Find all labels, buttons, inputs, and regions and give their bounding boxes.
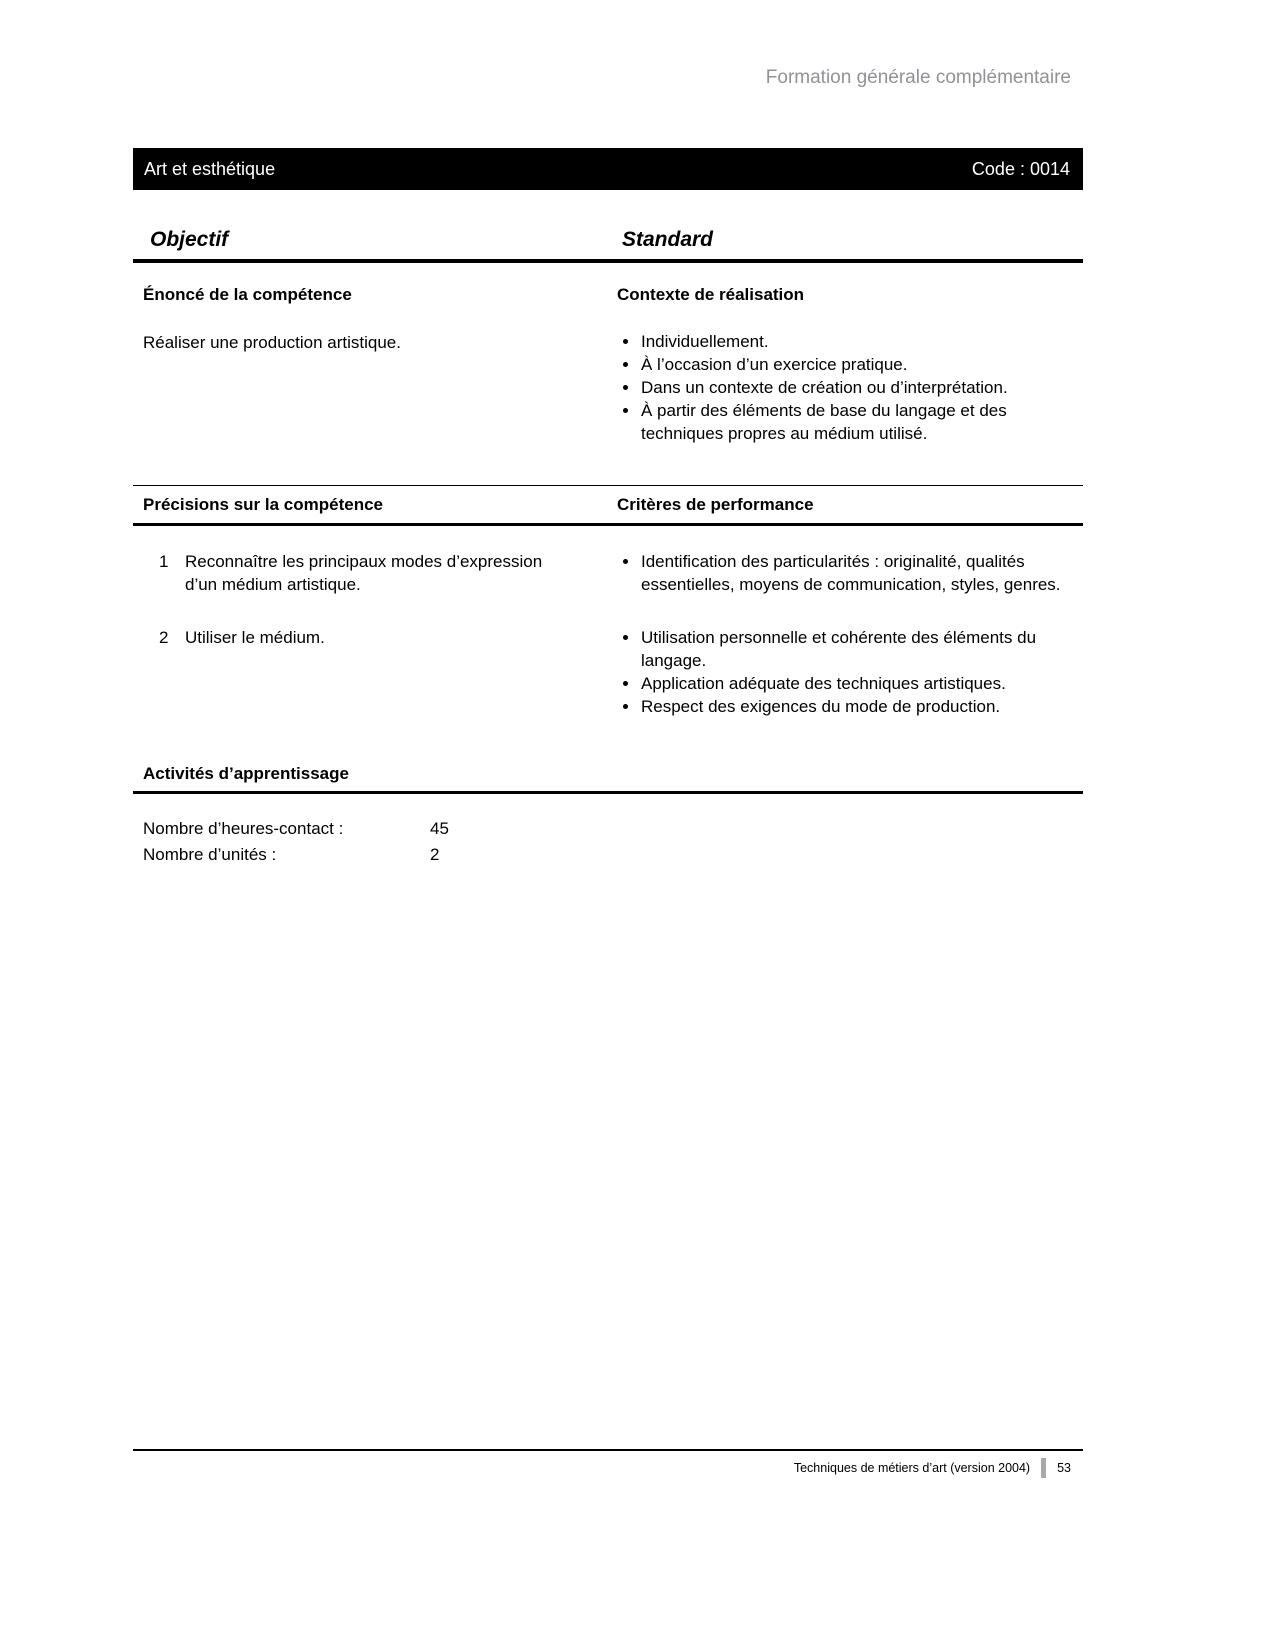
enonce-column [133, 283, 617, 354]
heures-contact-label: Nombre d’heures-contact : [143, 819, 344, 838]
list-item: • Dans un contexte de création ou d’interprétation. [640, 376, 1083, 399]
criteres-bullet-group-2 [617, 626, 1083, 718]
column-header-objectif: Objectif [150, 228, 229, 251]
item-number: 1 [159, 552, 169, 571]
contexte-bullet-list [617, 330, 1083, 445]
footer-page-number: 53 [1057, 1461, 1071, 1475]
page-content [133, 190, 1083, 868]
heading-criteres-performance: Critères de performance [617, 495, 814, 514]
footer-divider-bar [1041, 1458, 1046, 1478]
item-row-1 [133, 550, 1083, 596]
running-header: Formation générale complémentaire [765, 67, 1071, 88]
item-row-2 [133, 626, 1083, 718]
item-text: Utiliser le médium. [185, 628, 325, 647]
section-activites [133, 762, 1083, 868]
row-unites [143, 842, 1083, 868]
list-item: • À partir des éléments de base du langage et des techniques propres au médium utilisé. [640, 399, 1083, 445]
column-headers [133, 228, 1083, 263]
heures-contact-value: 45 [430, 819, 449, 838]
page-footer [133, 1449, 1083, 1478]
title-bar [133, 148, 1083, 190]
heading-enonce-competence: Énoncé de la compétence [143, 285, 352, 304]
column-header-standard: Standard [622, 228, 714, 251]
heading-contexte-realisation: Contexte de réalisation [617, 285, 805, 304]
numbered-item-2 [133, 626, 617, 649]
heading-precisions-competence: Précisions sur la compétence [143, 495, 383, 514]
course-code: Code : 0014 [971, 158, 1070, 179]
list-item: • Individuellement. [640, 330, 1083, 353]
list-item: • Utilisation personnelle et cohérente des éléments du langage. [640, 626, 1083, 672]
section-headers-row [133, 485, 1083, 526]
item-text: Reconnaître les principaux modes d’expression d’un médium artistique. [185, 552, 543, 594]
heading-activites-apprentissage: Activités d’apprentissage [133, 762, 1083, 794]
list-item: • Identification des particularités : originalité, qualités essentielles, moyens de communication, styles, genres. [640, 550, 1083, 596]
contexte-column [617, 283, 1083, 445]
enonce-competence-text: Réaliser une production artistique. [143, 333, 401, 352]
footer-document-title: Techniques de métiers d’art (version 2004) [793, 1461, 1031, 1475]
unites-value: 2 [430, 845, 440, 864]
section-competence [133, 283, 1083, 445]
list-item: • Application adéquate des techniques artistiques. [640, 672, 1083, 695]
item-number: 2 [159, 628, 169, 647]
list-item: • À l’occasion d’un exercice pratique. [640, 353, 1083, 376]
criteres-bullet-group-1 [617, 550, 1083, 596]
precisions-criteres-section [133, 550, 1083, 718]
row-heures-contact [143, 816, 1083, 842]
list-item: • Respect des exigences du mode de production. [640, 695, 1083, 718]
unites-label: Nombre d’unités : [143, 845, 277, 864]
numbered-item-1 [133, 550, 617, 596]
activites-rows [133, 816, 1083, 868]
course-title: Art et esthétique [144, 158, 276, 179]
